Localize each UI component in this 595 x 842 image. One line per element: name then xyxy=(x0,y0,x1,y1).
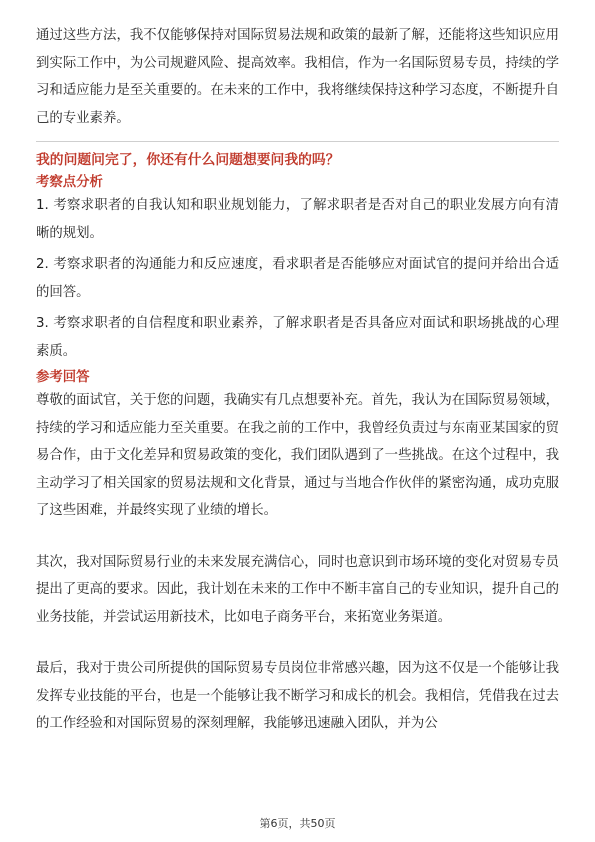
analysis-item: 2. 考察求职者的沟通能力和反应速度，看求职者是否能够应对面试官的提问并给出合适的回答。 xyxy=(36,257,559,300)
analysis-heading: 考察点分析 xyxy=(36,175,103,190)
analysis-list xyxy=(36,192,559,365)
paragraph-gap xyxy=(36,631,559,655)
paragraph-gap xyxy=(36,525,559,549)
answer-heading: 参考回答 xyxy=(36,370,90,385)
analysis-item: 1. 考察求职者的自我认知和职业规划能力，了解求职者是否对自己的职业发展方向有清晰的规划。 xyxy=(36,198,559,241)
section-divider xyxy=(36,141,559,142)
intro-paragraph: 通过这些方法，我不仅能够保持对国际贸易法规和政策的最新了解，还能将这些知识应用到实际工作中，为公司规避风险、提高效率。我相信，作为一名国际贸易专员，持续的学习和适应能力是至关重要的。在未来的工作中，我将继续保持这种学习态度，不断提升自己的专业素养。 xyxy=(36,28,559,126)
analysis-item: 3. 考察求职者的自信程度和职业素养，了解求职者是否具备应对面试和职场挑战的心理素质。 xyxy=(36,316,559,359)
interview-question: 我的问题问完了，你还有什么问题想要问我的吗？ xyxy=(36,152,340,168)
document-page xyxy=(36,22,559,738)
page-number-footer: 第6页，共50页 xyxy=(259,817,336,830)
answer-paragraph: 最后，我对于贵公司所提供的国际贸易专员岗位非常感兴趣，因为这不仅是一个能够让我发挥专业技能的平台，也是一个能够让我不断学习和成长的机会。我相信，凭借我在过去的工作经验和对国际贸易的深刻理解，我能够迅速融入团队，并为公 xyxy=(36,661,559,731)
answer-paragraph: 尊敬的面试官，关于您的问题，我确实有几点想要补充。首先，我认为在国际贸易领域，持续的学习和适应能力至关重要。在我之前的工作中，我曾经负责过与东南亚某国家的贸易合作，由于文化差异和贸易政策的变化，我们团队遇到了一些挑战。在这个过程中，我主动学习了相关国家的贸易法规和文化背景，通过与当地合作伙伴的紧密沟通，成功克服了这些困难，并最终实现了业绩的增长。 xyxy=(36,393,559,518)
answer-paragraph: 其次，我对国际贸易行业的未来发展充满信心，同时也意识到市场环境的变化对贸易专员提出了更高的要求。因此，我计划在未来的工作中不断丰富自己的专业知识，提升自己的业务技能，并尝试运用新技术，比如电子商务平台，来拓宽业务渠道。 xyxy=(36,554,559,625)
